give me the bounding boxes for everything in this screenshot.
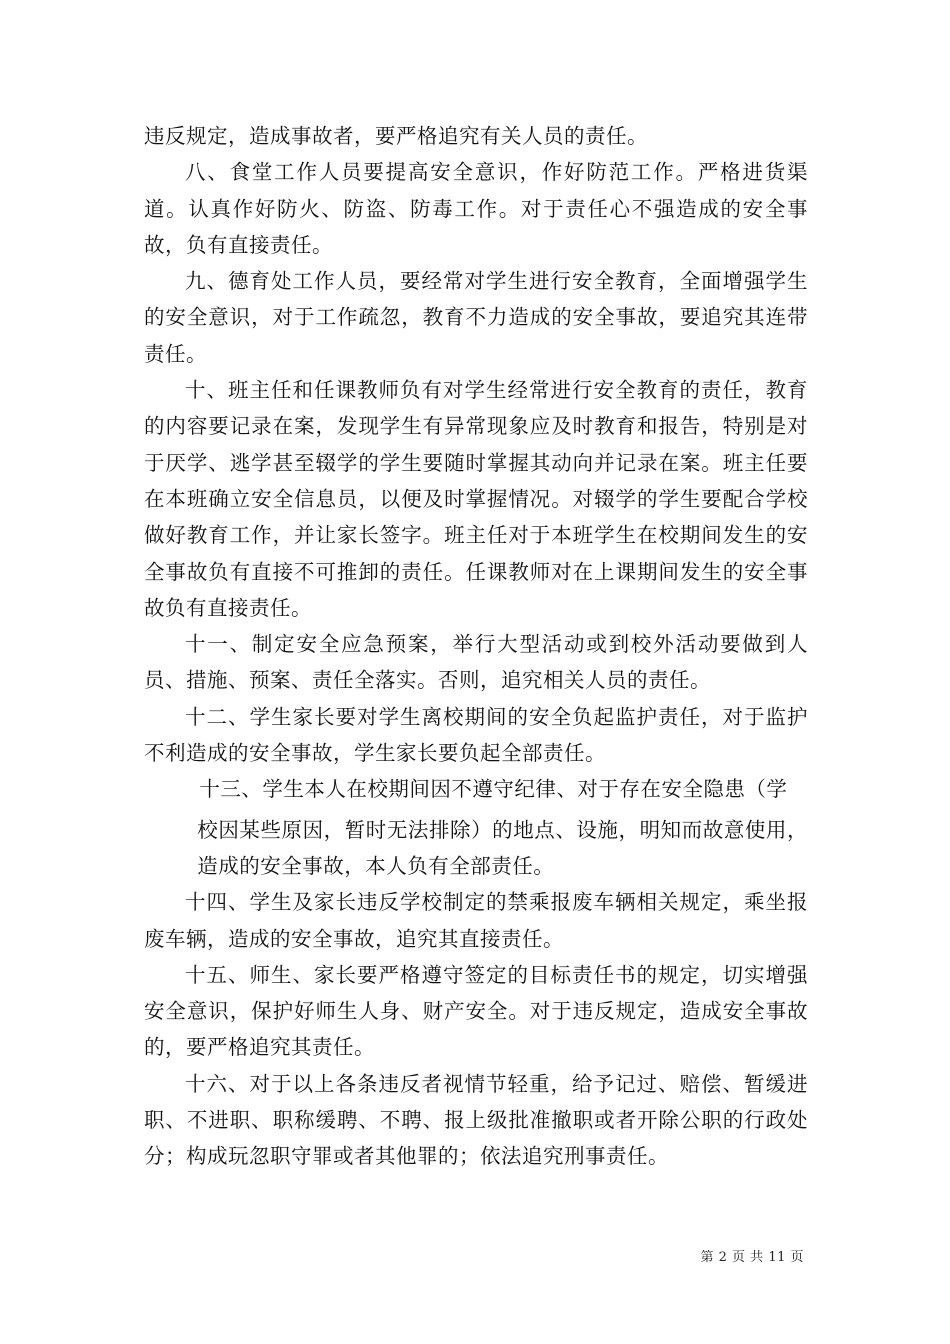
paragraph-item-8: 八、食堂工作人员要提高安全意识，作好防范工作。严格进货渠道。认真作好防火、防盗、防毒工作。对于责任心不强造成的安全事故，负有直接责任。 (144, 160, 808, 257)
paragraph-item-16: 十六、对于以上各条违反者视情节轻重，给予记过、赔偿、暂缓进职、不进职、职称缓聘、不聘、报上级批准撤职或者开除公职的行政处分；构成玩忽职守罪或者其他罪的；依法追究刑事责任。 (144, 1071, 808, 1169)
paragraph-item-10: 十、班主任和任课教师负有对学生经常进行安全教育的责任，教育的内容要记录在案，发现学生有异常现象应及时教育和报告，特别是对于厌学、逃学甚至辍学的学生要随时掌握其动向并记录在案。班主任要在本班确立安全信息员，以便及时掌握情况。对辍学的学生要配合学校做好教育工作，并让家长签字。班主任对于本班学生在校期间发生的安全事故负有直接不可推卸的责任。任课教师对在上课期间发生的安全事故负有直接责任。 (144, 378, 808, 620)
paragraph-item-11: 十一、制定安全应急预案，举行大型活动或到校外活动要做到人员、措施、预案、责任全落实。否则，追究相关人员的责任。 (144, 632, 808, 693)
paragraph-continuation: 违反规定，造成事故者，要严格追究有关人员的责任。 (144, 124, 648, 148)
paragraph-item-13: 十三、学生本人在校期间因不遵守纪律、对于存在安全隐患（学 (199, 777, 788, 802)
page-number: 第 2 页 共 11 页 (700, 1250, 804, 1265)
paragraph-item-13-continued: 校因某些原因，暂时无法排除）的地点、设施，明知而故意使用，造成的安全事故，本人负有全部责任。 (197, 817, 808, 878)
paragraph-item-9: 九、德育处工作人员，要经常对学生进行安全教育，全面增强学生的安全意识，对于工作疏忽，教育不力造成的安全事故，要追究其连带责任。 (144, 269, 808, 366)
paragraph-item-12: 十二、学生家长要对学生离校期间的安全负起监护责任，对于监护不利造成的安全事故，学生家长要负起全部责任。 (144, 704, 808, 766)
paragraph-item-14: 十四、学生及家长违反学校制定的禁乘报废车辆相关规定，乘坐报废车辆，造成的安全事故，追究其直接责任。 (144, 890, 808, 951)
paragraph-item-15: 十五、师生、家长要严格遵守签定的目标责任书的规定，切实增强安全意识，保护好师生人身、财产安全。对于违反规定，造成安全事故的，要严格追究其责任。 (144, 962, 808, 1060)
document-body (144, 118, 808, 1175)
